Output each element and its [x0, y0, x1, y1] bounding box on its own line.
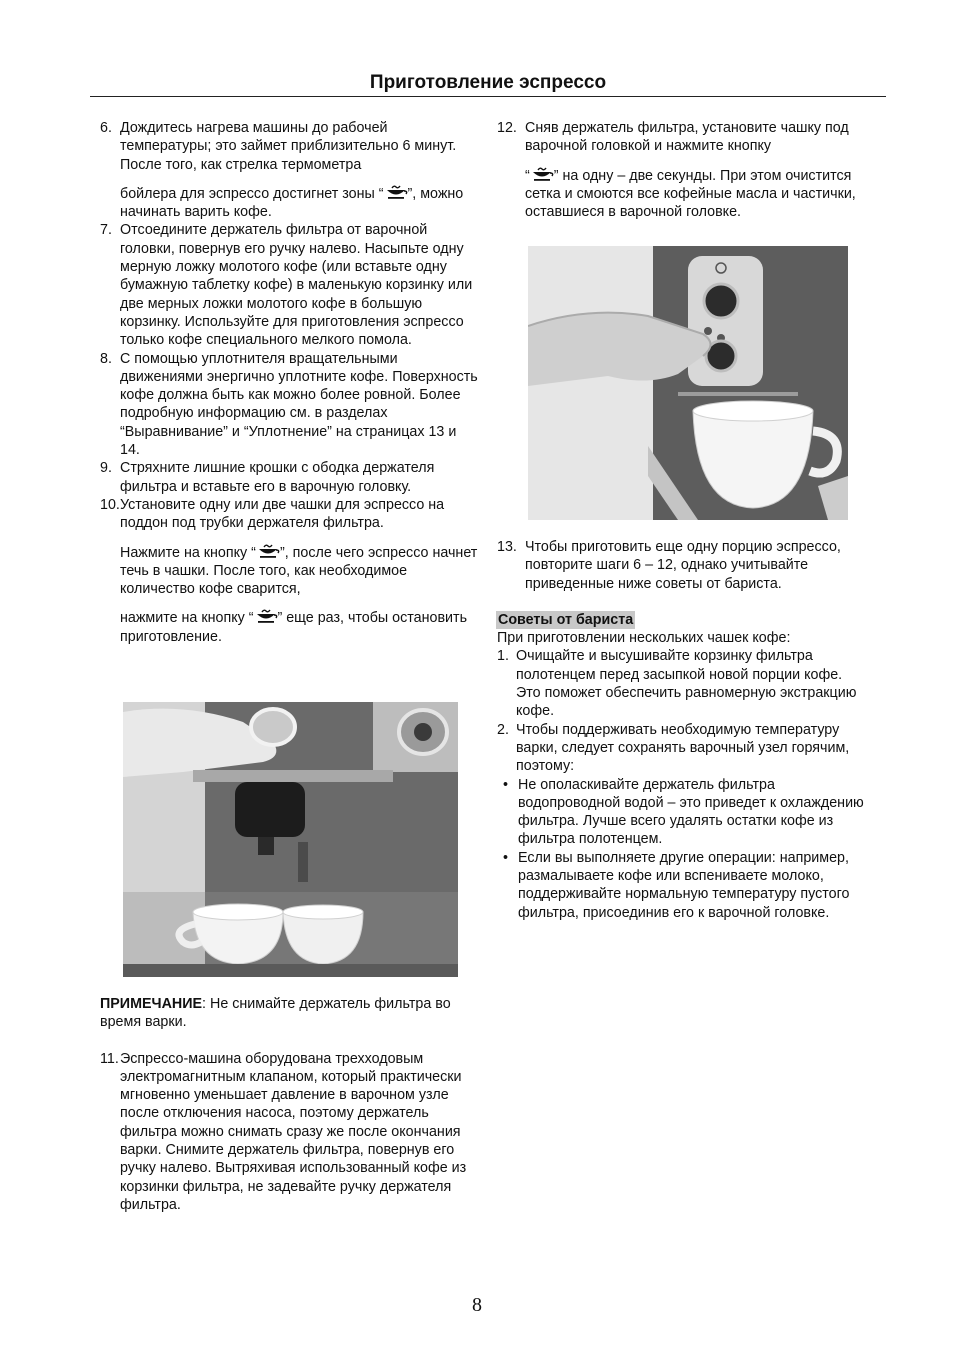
- page-title: Приготовление эспрессо: [369, 72, 607, 93]
- step-text: Сняв держатель фильтра, установите чашку под варочной головкой и нажмите кнопку: [525, 120, 849, 155]
- bullet-icon: •: [503, 776, 509, 793]
- tips-heading: Советы от бариста: [498, 611, 634, 628]
- tip-item-2: 2. Чтобы поддерживать необходимую температуру варки, следует сохранять варочный узел горячим, поэтому:: [497, 721, 850, 775]
- step-13: [497, 538, 869, 593]
- note: [100, 995, 480, 1032]
- step-number: 8.: [100, 350, 112, 367]
- tip-bullet-1: • Не ополаскивайте держатель фильтра водопроводной водой – это приведет к охлаждению фильтра. Лучше всего удалять остатки кофе из фильтра полотенцем.: [503, 776, 864, 848]
- left-column-lower: [100, 995, 480, 1214]
- step-text: Эспрессо-машина оборудована трехходовым электромагнитным клапаном, который практически мгновенно уменьшает давление в варочном узле после отключения насоса, поэтому держатель фильтра можно снимать сразу же после окончания варки. Снимите держатель фильтра, повернув его ручку налево. Вытряхивая использованный кофе из корзинки фильтра, не задевайте ручку держателя фильтра.: [120, 1050, 467, 1213]
- tips-section: [497, 611, 869, 922]
- tip-item-1: 1. Очищайте и высушивайте корзинку фильтра полотенцем перед засыпкой новой порции кофе. Это поможет обеспечить равномерную экстракцию кофе.: [497, 648, 857, 720]
- step-number: 6.: [100, 120, 112, 136]
- step-text: Дождитесь нагрева машины до рабочей температуры; это займет приблизительно 6 минут. После того, как стрелка термометра: [120, 120, 457, 173]
- step-number: 10.: [100, 496, 120, 513]
- step-7: [100, 221, 478, 349]
- note-label: ПРИМЕЧАНИЕ: [100, 996, 203, 1012]
- page-number: 8: [472, 1294, 482, 1316]
- step-number: 12.: [497, 120, 517, 136]
- step-text-continued: бойлера для эспрессо достигнет зоны “ ”, можно начинать варить кофе.: [120, 185, 464, 221]
- step-number: 7.: [100, 222, 112, 239]
- espresso-cup-icon: [256, 543, 280, 560]
- title-underline: [90, 96, 886, 97]
- step-number: 11.: [100, 1050, 119, 1067]
- step-text-continued: нажмите на кнопку “ ” еще раз, чтобы остановить приготовление.: [120, 610, 468, 645]
- tip-bullet-2: • Если вы выполняете другие операции: например, размалываете кофе или вспениваете молоко, поддерживайте нормальную температуру пустого фильтра, присоединив его к варочной головке.: [503, 849, 850, 921]
- finger-pressing-button-photo: [528, 246, 848, 520]
- right-column-lower: [497, 538, 869, 922]
- step-number: 9.: [100, 460, 112, 477]
- tips-intro: При приготовлении нескольких чашек кофе:: [497, 630, 791, 647]
- left-column: [100, 119, 478, 646]
- step-text: Стряхните лишние крошки с ободка держателя фильтра и вставьте его в варочную головку.: [120, 460, 435, 495]
- espresso-machine-two-cups-photo: [123, 702, 458, 977]
- step-text-continued: Нажмите на кнопку “ ”, после чего эспрессо начнет течь в чашки. После того, как необходимое количество кофе сварится,: [120, 544, 478, 598]
- step-12: [497, 119, 869, 221]
- step-text: Отсоедините держатель фильтра от варочной головки, повернув его ручку налево. Насыпьте одну мерную ложку молотого кофе (или вставьте одну бумажную таблетку кофе) в маленькую корзинку или две мерных ложки молотого кофе в большую корзинку. Используйте для приготовления эспрессо только кофе специального мелкого помола.: [120, 222, 473, 349]
- step-8: [100, 350, 478, 460]
- step-9: [100, 459, 478, 496]
- step-11: [100, 1050, 480, 1215]
- step-number: 13.: [497, 539, 517, 555]
- step-text-continued: “ ” на одну – две секунды. При этом очистится сетка и смоются все кофейные масла и частички, оставшиеся в варочной головке.: [525, 167, 856, 221]
- step-10: [100, 496, 478, 646]
- espresso-cup-icon: [530, 166, 554, 183]
- step-6: [100, 119, 478, 221]
- espresso-cup-icon: [384, 184, 408, 201]
- step-text: С помощью уплотнителя вращательными движениями энергично уплотните кофе. Поверхность кофе должна быть как можно более ровной. Более подробную информацию см. в разделах “Выравнивание” и “Уплотнение” на страницах 13 и 14.: [120, 350, 478, 459]
- right-column: [497, 119, 869, 221]
- step-text: Установите одну или две чашки для эспрессо на поддон под трубки держателя фильтра.: [120, 496, 445, 532]
- step-text: Чтобы приготовить еще одну порцию эспрессо, повторите шаги 6 – 12, однако учитывайте приведенные ниже советы от бариста.: [525, 539, 841, 592]
- bullet-icon: •: [503, 849, 509, 866]
- espresso-cup-icon: [254, 608, 278, 625]
- note-text: : Не снимайте держатель фильтра во время варки.: [100, 996, 451, 1031]
